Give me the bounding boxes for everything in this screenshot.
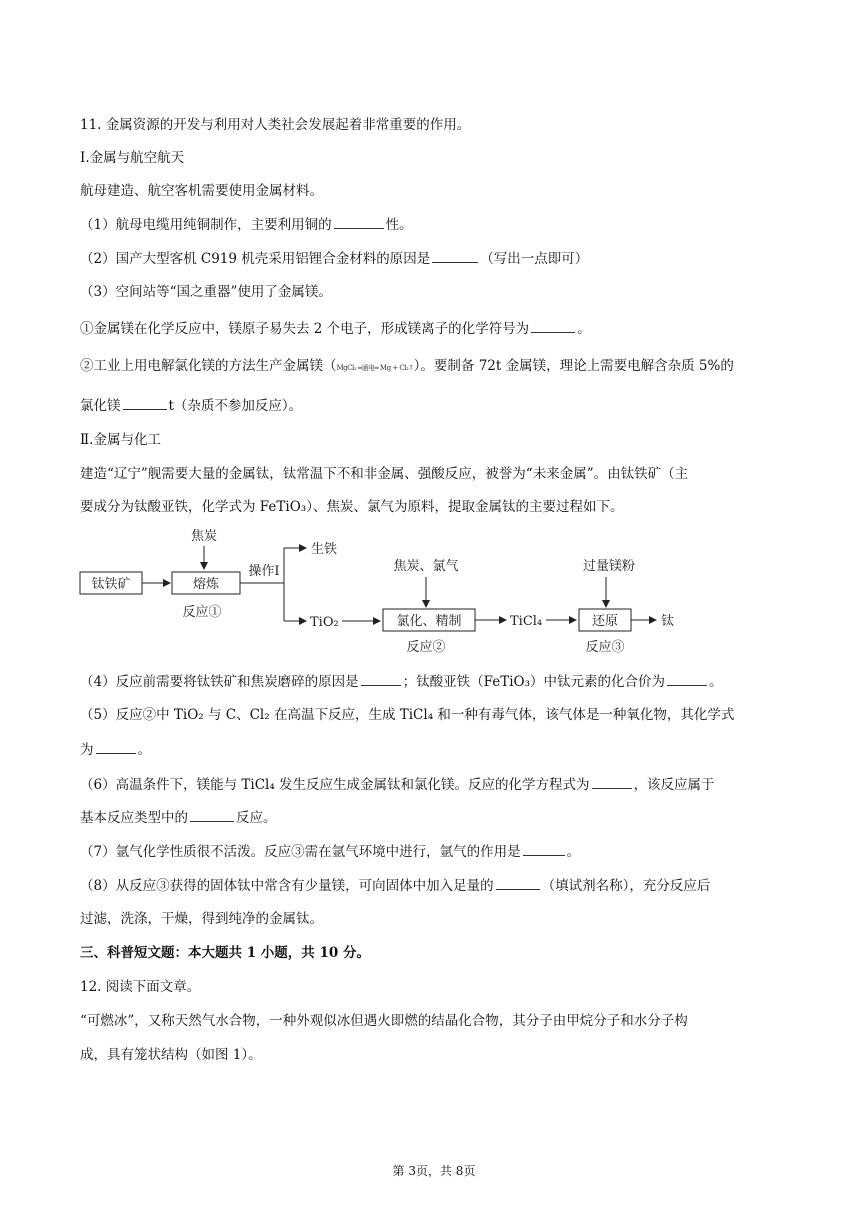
q11-title: 11. 金属资源的开发与利用对人类社会发展起着非常重要的作用。 <box>80 117 471 133</box>
reduce-label: 还原 <box>591 614 619 629</box>
answer-blank-3-2[interactable] <box>123 396 167 410</box>
section-3-heading: 三、科普短文题：本大题共 1 小题，共 10 分。 <box>80 945 370 961</box>
coke-label: 焦炭 <box>190 529 218 544</box>
question-3-2: ②工业上用电解氯化镁的方法生产金属镁（MgCl₂ ═通电═ Mg + Cl₂↑）。要制备 72t 金属镁，理论上需要电解含杂质 5%的 <box>80 358 734 374</box>
tio2-label: TiO₂ <box>310 615 339 630</box>
question-8: （8）从反应③获得的固体钛中常含有少量镁，可向固体中加入足量的 （填试剂名称），充分反应后 <box>80 878 711 894</box>
question-6-cont: 基本反应类型中的 反应。 <box>80 810 277 826</box>
titanium-label: 钛 <box>661 614 675 629</box>
reaction-1-label: 反应① <box>182 605 222 620</box>
answer-blank-6b[interactable] <box>190 808 234 822</box>
smelt-label: 熔炼 <box>192 577 220 592</box>
answer-blank-1[interactable] <box>334 215 384 229</box>
chlorination-label: 氯化、精制 <box>396 614 462 629</box>
intro-1: 航母建造、航空客机需要使用金属材料。 <box>80 183 323 199</box>
answer-blank-7[interactable] <box>523 842 565 856</box>
coke-chlorine-label: 焦炭、氯气 <box>393 559 459 574</box>
question-1: （1）航母电缆用纯铜制作，主要利用铜的 性。 <box>80 217 413 233</box>
q12-text-line-1: “可燃冰”，又称天然气水合物，一种外观似冰但遇火即燃的结晶化合物，其分子由甲烷分子和水分子构 <box>80 1013 688 1029</box>
answer-blank-3-1[interactable] <box>531 319 575 333</box>
question-8-cont: 过滤，洗涤，干燥，得到纯净的金属钛。 <box>80 911 323 927</box>
intro-2-line-2: 要成分为钛酸亚铁，化学式为 FeTiO₃）、焦炭、氯气为原料，提取金属钛的主要过程如下。 <box>80 499 624 515</box>
operation-1-label: 操作Ⅰ <box>248 564 280 579</box>
question-3: （3）空间站等“国之重器”使用了金属镁。 <box>80 284 332 300</box>
answer-blank-5[interactable] <box>96 740 136 754</box>
question-2: （2）国产大型客机 C919 机壳采用铝锂合金材料的原因是 （写出一点即可） <box>80 251 589 267</box>
question-4: （4）反应前需要将钛铁矿和焦炭磨碎的原因是 ；钛酸亚铁（FeTiO₃）中钛元素的化合价为 。 <box>80 674 723 690</box>
question-5-cont: 为 。 <box>80 742 151 758</box>
excess-mg-label: 过量镁粉 <box>582 559 636 574</box>
reaction-2-label: 反应② <box>406 640 446 655</box>
answer-blank-2[interactable] <box>432 249 478 263</box>
q12-title: 12. 阅读下面文章。 <box>80 979 201 995</box>
question-5: （5）反应②中 TiO₂ 与 C、Cl₂ 在高温下反应，生成 TiCl₄ 和一种有毒气体，该气体是一种氧化物，其化学式 <box>80 707 735 723</box>
ore-label: 钛铁矿 <box>91 577 131 592</box>
answer-blank-4a[interactable] <box>361 672 401 686</box>
section-2-heading: Ⅱ.金属与化工 <box>80 432 161 448</box>
answer-blank-8[interactable] <box>496 876 540 890</box>
q12-text-line-2: 成，具有笼状结构（如图 1）。 <box>80 1047 262 1063</box>
titanium-process-flowchart <box>76 524 696 664</box>
electrolysis-equation: MgCl₂ ═通电═ Mg + Cl₂↑ <box>336 364 414 372</box>
intro-2-line-1: 建造“辽宁”舰需要大量的金属钛，钛常温下不和非金属、强酸反应，被誉为“未来金属”。由钛铁矿（主 <box>80 466 689 482</box>
answer-blank-6a[interactable] <box>592 775 632 789</box>
question-7: （7）氩气化学性质很不活泼。反应③需在氩气环境中进行，氩气的作用是 。 <box>80 844 581 860</box>
pig-iron-label: 生铁 <box>311 542 338 557</box>
section-1-heading: Ⅰ.金属与航空航天 <box>80 150 185 166</box>
question-3-2-cont: 氯化镁 t（杂质不参加反应）。 <box>80 398 303 414</box>
question-6: （6）高温条件下，镁能与 TiCl₄ 发生反应生成金属钛和氯化镁。反应的化学方程式为 ，该反应属于 <box>80 777 715 793</box>
reaction-3-label: 反应③ <box>585 640 625 655</box>
answer-blank-4b[interactable] <box>667 672 707 686</box>
page-footer: 第 3页，共 8页 <box>392 1164 476 1178</box>
ticl4-label: TiCl₄ <box>510 614 543 629</box>
question-3-1: ①金属镁在化学反应中，镁原子易失去 2 个电子，形成镁离子的化学符号为 。 <box>80 321 591 337</box>
